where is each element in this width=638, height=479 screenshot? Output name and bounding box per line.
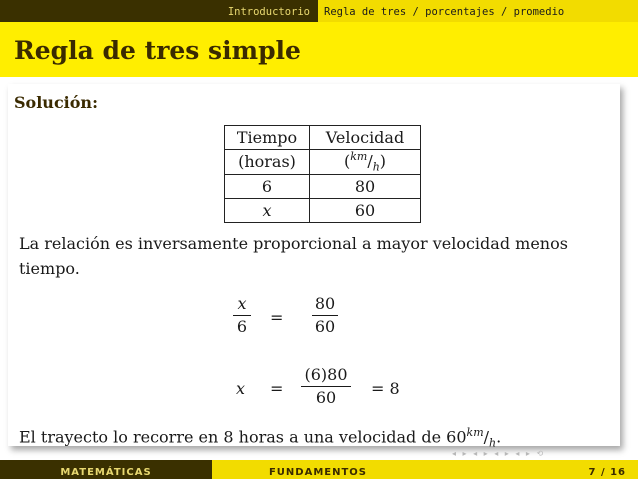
beamer-navigation-icons[interactable]: ◂ ▸ ◂ ▸ ◂ ▸ ◂ ▸ ⟲ (452, 449, 546, 458)
table-row (225, 198, 421, 222)
eq1-left-denominator: 6 (236, 317, 248, 336)
eq2-result: = 8 (371, 379, 400, 398)
unit-slash: / (367, 151, 373, 171)
eq1-left-fraction (233, 293, 251, 338)
eq1-right-numerator: 80 (314, 294, 336, 313)
footer-bar (0, 460, 638, 479)
table-cell: 6 (225, 174, 310, 198)
data-table (224, 125, 421, 223)
footer-left-text: MATEMÁTICAS (60, 467, 152, 478)
unit-slash: / (483, 427, 490, 447)
footer-page-number (424, 460, 638, 479)
nav-section-current[interactable]: Regla de tres / porcentajes / promedio (324, 6, 565, 18)
nav-section-left[interactable] (0, 0, 318, 22)
table-row (225, 174, 421, 198)
nav-section-right[interactable] (318, 0, 638, 22)
frame-title-band (0, 22, 638, 77)
relation-paragraph: La relación es inversamente proporcional a mayor velocidad menos tiempo. (19, 234, 568, 278)
eq1-right-denominator: 60 (314, 317, 336, 336)
unit-km: km (466, 426, 484, 439)
page-counter: 7 / 16 (588, 467, 626, 478)
block-title: Solución: (14, 93, 98, 112)
table-cell: x (225, 198, 310, 222)
unit-km: km (350, 150, 368, 163)
eq1-equals: = (270, 308, 284, 327)
eq1-left-numerator: x (237, 294, 247, 313)
table-header-cell: Tiempo (225, 126, 310, 150)
eq2-left: x (236, 379, 246, 398)
table-units-cell: (horas) (225, 150, 310, 175)
section-navigation-bar (0, 0, 638, 22)
eq2-numerator: (6)80 (304, 365, 348, 384)
eq2-fraction (301, 364, 351, 409)
paren-close: ) (379, 151, 387, 171)
table-units-row (225, 150, 421, 175)
unit-h: h (372, 160, 380, 174)
footer-middle-text: FUNDAMENTOS (268, 467, 368, 478)
table-cell: 80 (310, 174, 421, 198)
eq2-denominator: 60 (315, 388, 337, 407)
unit-h: h (489, 436, 497, 450)
nav-section-introductorio[interactable]: Introductorio (227, 6, 310, 18)
frame-title: Regla de tres simple (14, 36, 301, 65)
table-cell: 60 (310, 198, 421, 222)
table-header-cell: Velocidad (310, 126, 421, 150)
footer-title (212, 460, 424, 479)
footer-author (0, 460, 212, 479)
table-header-row (225, 126, 421, 150)
eq1-right-fraction (312, 293, 338, 338)
eq2-equals: = (270, 379, 284, 398)
table-units-cell (310, 150, 421, 175)
paren-open: ( (343, 151, 351, 171)
conclusion-text: El trayecto lo recorre en 8 horas a una velocidad de 60 (19, 427, 467, 447)
conclusion-end: . (496, 427, 502, 447)
